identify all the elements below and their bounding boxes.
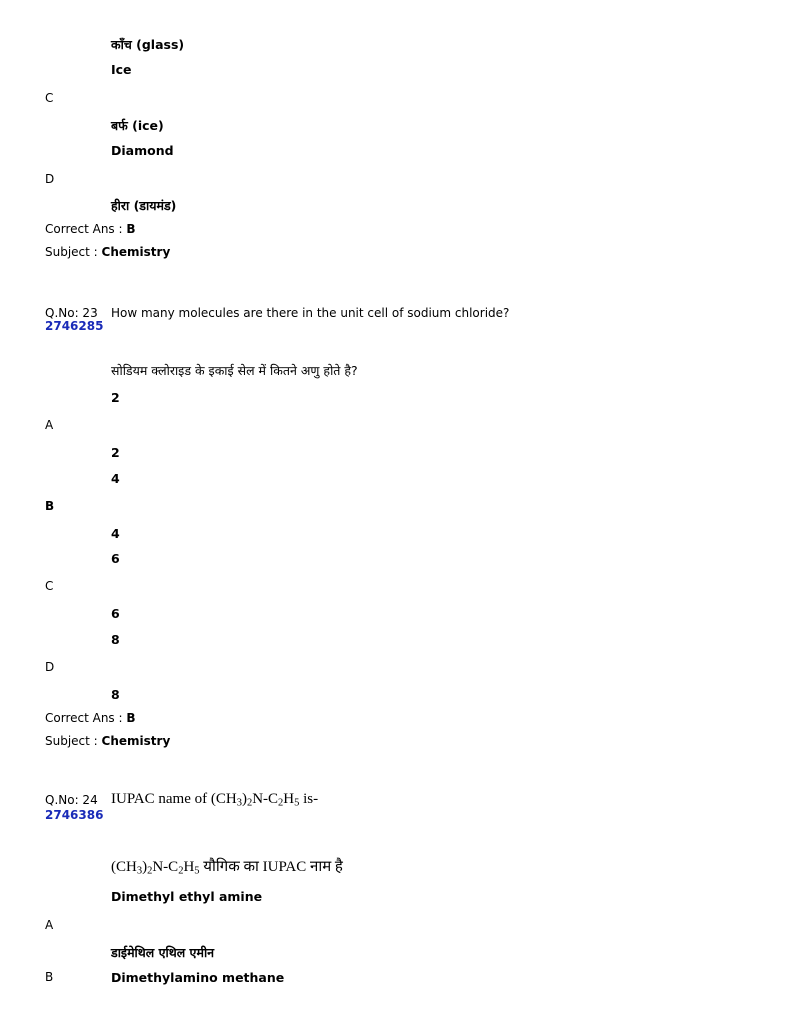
option-c-english: 6 <box>111 551 120 566</box>
question-number: Q.No: 23 <box>45 306 98 320</box>
option-letter-c: C <box>45 579 54 593</box>
subject <box>45 734 170 748</box>
correct-answer-value: B <box>126 222 136 236</box>
option-a-hindi: 2 <box>111 445 120 460</box>
option-c-hindi: 6 <box>111 606 120 621</box>
question-text-english: How many molecules are there in the unit cell of sodium chloride? <box>111 306 510 320</box>
option-letter-d: D <box>45 660 55 674</box>
option-letter-c: C <box>45 91 54 105</box>
question-number: Q.No: 24 <box>45 793 98 807</box>
correct-answer <box>45 711 136 725</box>
option-b-hindi: 4 <box>111 526 120 541</box>
option-a-hindi: डाईमेथिल एथिल एमीन <box>111 945 215 960</box>
option-d-hindi: हीरा (डायमंड) <box>111 198 177 213</box>
correct-answer-value: B <box>126 711 136 725</box>
question-id: 2746285 <box>45 319 104 333</box>
correct-answer-label: Correct Ans : <box>45 222 123 236</box>
option-d-hindi: 8 <box>111 687 120 702</box>
option-a-english: 2 <box>111 390 120 405</box>
subject-label: Subject : <box>45 734 98 748</box>
option-a-english: Dimethyl ethyl amine <box>111 889 263 904</box>
question-text-english: IUPAC name of $(CH_3)_2N-C_2H_5$ is- <box>111 791 319 809</box>
option-letter-b: B <box>45 499 55 513</box>
option-letter-a: A <box>45 418 54 432</box>
subject-label: Subject : <box>45 245 98 259</box>
option-d-english: 8 <box>111 632 120 647</box>
option-b-english: Dimethylamino methane <box>111 970 285 985</box>
option-letter-b: B <box>45 970 54 984</box>
subject-value: Chemistry <box>101 245 171 259</box>
option-letter-a: A <box>45 918 54 932</box>
option-c-hindi: बर्फ (ice) <box>111 118 164 133</box>
question-text-hindi: $(CH_3)_2N-C_2H_5$ यौगिक का IUPAC नाम है <box>111 859 343 877</box>
correct-answer <box>45 222 136 236</box>
question-text-hindi: सोडियम क्लोराइड के इकाई सेल में कितने अणु होते है? <box>111 363 358 378</box>
option-d-english: Diamond <box>111 143 174 158</box>
question-id: 2746386 <box>45 808 104 822</box>
subject-value: Chemistry <box>101 734 171 748</box>
correct-answer-label: Correct Ans : <box>45 711 123 725</box>
option-letter-d: D <box>45 172 55 186</box>
option-b-english: 4 <box>111 471 120 486</box>
subject <box>45 245 170 259</box>
option-c-english: Ice <box>111 62 132 77</box>
option-b-hindi: काँच (glass) <box>111 37 185 52</box>
